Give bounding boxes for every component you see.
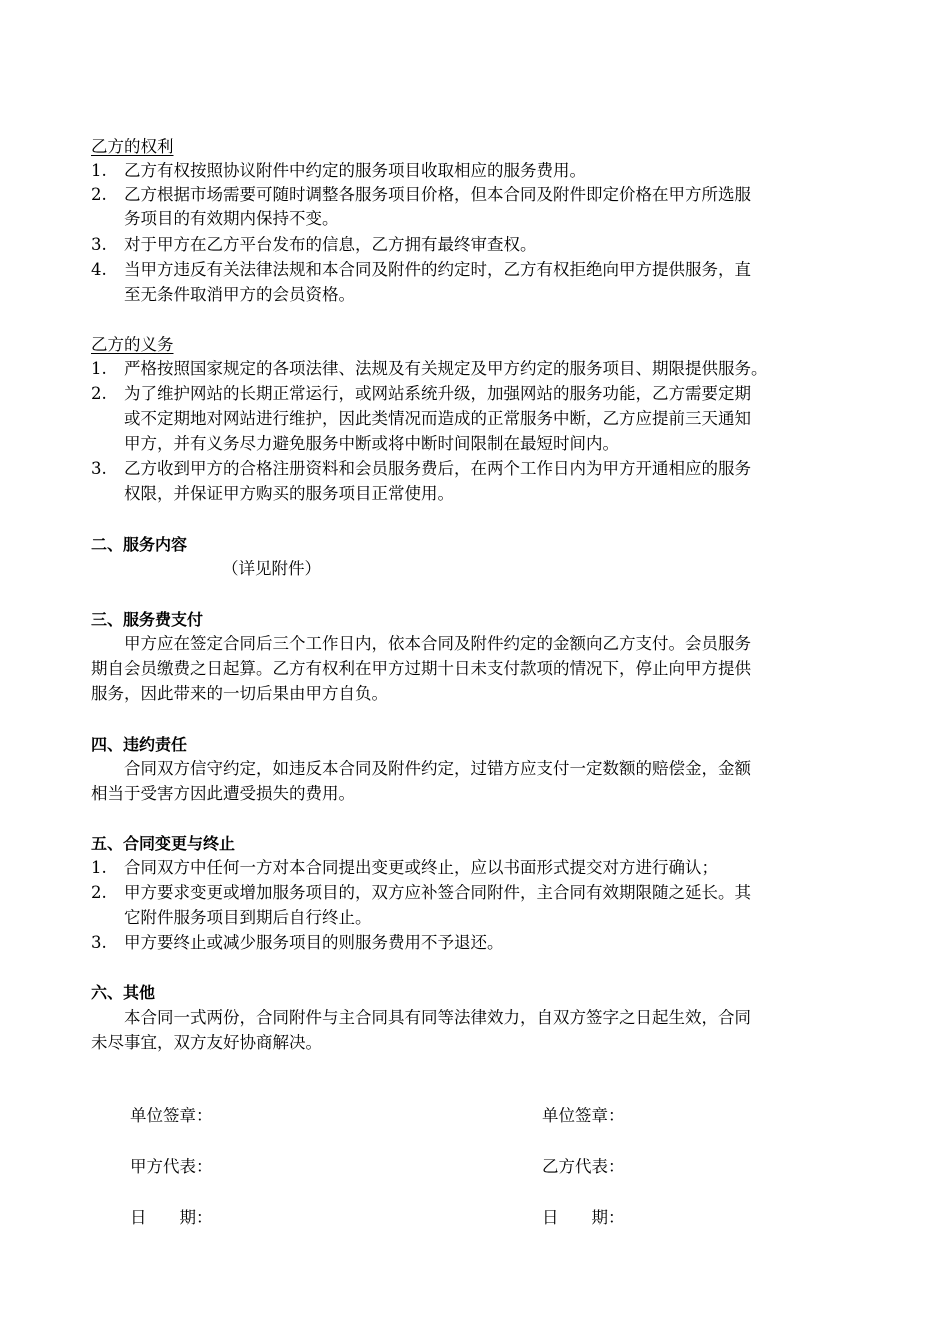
paragraph-line: 相当于受害方因此遭受损失的费用。 — [91, 784, 355, 803]
list-number: 2. — [91, 185, 107, 204]
list-item: 甲方要求变更或增加服务项目的，双方应补签合同附件，主合同有效期限随之延长。其 — [124, 883, 751, 902]
list-item-cont: 权限，并保证甲方购买的服务项目正常使用。 — [124, 484, 454, 503]
list-number: 1. — [91, 161, 107, 180]
section-heading: 二、服务内容 — [91, 535, 188, 554]
list-item: 甲方要终止或减少服务项目的则服务费用不予退还。 — [124, 933, 504, 952]
list-item: 乙方有权按照协议附件中约定的服务项目收取相应的服务费用。 — [124, 161, 586, 180]
list-item: 对于甲方在乙方平台发布的信息，乙方拥有最终审查权。 — [124, 235, 537, 254]
list-item-cont: 或不定期地对网站进行维护，因此类情况而造成的正常服务中断，乙方应提前三天通知 — [124, 409, 751, 428]
duties-heading: 乙方的义务 — [91, 335, 174, 354]
rights-heading: 乙方的权利 — [91, 137, 174, 156]
list-item-cont: 它附件服务项目到期后自行终止。 — [124, 908, 372, 927]
list-item: 乙方收到甲方的合格注册资料和会员服务费后，在两个工作日内为甲方开通相应的服务 — [124, 459, 751, 478]
party-b-rep-label: 乙方代表： — [542, 1157, 625, 1176]
paragraph-line: 甲方应在签定合同后三个工作日内，依本合同及附件约定的金额向乙方支付。会员服务 — [124, 634, 751, 653]
list-number: 3. — [91, 933, 107, 952]
party-a-seal-label: 单位签章： — [130, 1106, 213, 1125]
paragraph-line: 服务，因此带来的一切后果由甲方自负。 — [91, 684, 388, 703]
section-heading: 五、合同变更与终止 — [91, 834, 236, 853]
list-number: 2. — [91, 883, 107, 902]
section-note: （详见附件） — [222, 559, 321, 578]
section-heading: 四、违约责任 — [91, 735, 188, 754]
list-number: 2. — [91, 384, 107, 403]
list-item-cont: 至无条件取消甲方的会员资格。 — [124, 285, 355, 304]
list-item: 乙方根据市场需要可随时调整各服务项目价格，但本合同及附件即定价格在甲方所选服 — [124, 185, 751, 204]
list-number: 1. — [91, 359, 107, 378]
paragraph-line: 本合同一式两份，合同附件与主合同具有同等法律效力，自双方签字之日起生效，合同 — [124, 1008, 751, 1027]
list-number: 3. — [91, 235, 107, 254]
paragraph-line: 期自会员缴费之日起算。乙方有权利在甲方过期十日未支付款项的情况下，停止向甲方提供 — [91, 659, 751, 678]
party-a-date-label: 日 期： — [130, 1208, 213, 1227]
party-a-rep-label: 甲方代表： — [130, 1157, 213, 1176]
list-item: 合同双方中任何一方对本合同提出变更或终止，应以书面形式提交对方进行确认； — [124, 858, 718, 877]
list-number: 3. — [91, 459, 107, 478]
list-item: 严格按照国家规定的各项法律、法规及有关规定及甲方约定的服务项目、期限提供服务。 — [124, 359, 768, 378]
list-number: 4. — [91, 260, 107, 279]
list-item: 为了维护网站的长期正常运行，或网站系统升级，加强网站的服务功能，乙方需要定期 — [124, 384, 751, 403]
party-b-date-label: 日 期： — [542, 1208, 625, 1227]
list-item: 当甲方违反有关法律法规和本合同及附件的约定时，乙方有权拒绝向甲方提供服务，直 — [124, 260, 751, 279]
section-heading: 六、其他 — [91, 983, 156, 1002]
list-number: 1. — [91, 858, 107, 877]
paragraph-line: 合同双方信守约定，如违反本合同及附件约定，过错方应支付一定数额的赔偿金，金额 — [124, 759, 751, 778]
party-b-seal-label: 单位签章： — [542, 1106, 625, 1125]
list-item-cont: 务项目的有效期内保持不变。 — [124, 209, 339, 228]
section-heading: 三、服务费支付 — [91, 610, 204, 629]
list-item-cont: 甲方，并有义务尽力避免服务中断或将中断时间限制在最短时间内。 — [124, 434, 619, 453]
paragraph-line: 未尽事宜，双方友好协商解决。 — [91, 1033, 322, 1052]
